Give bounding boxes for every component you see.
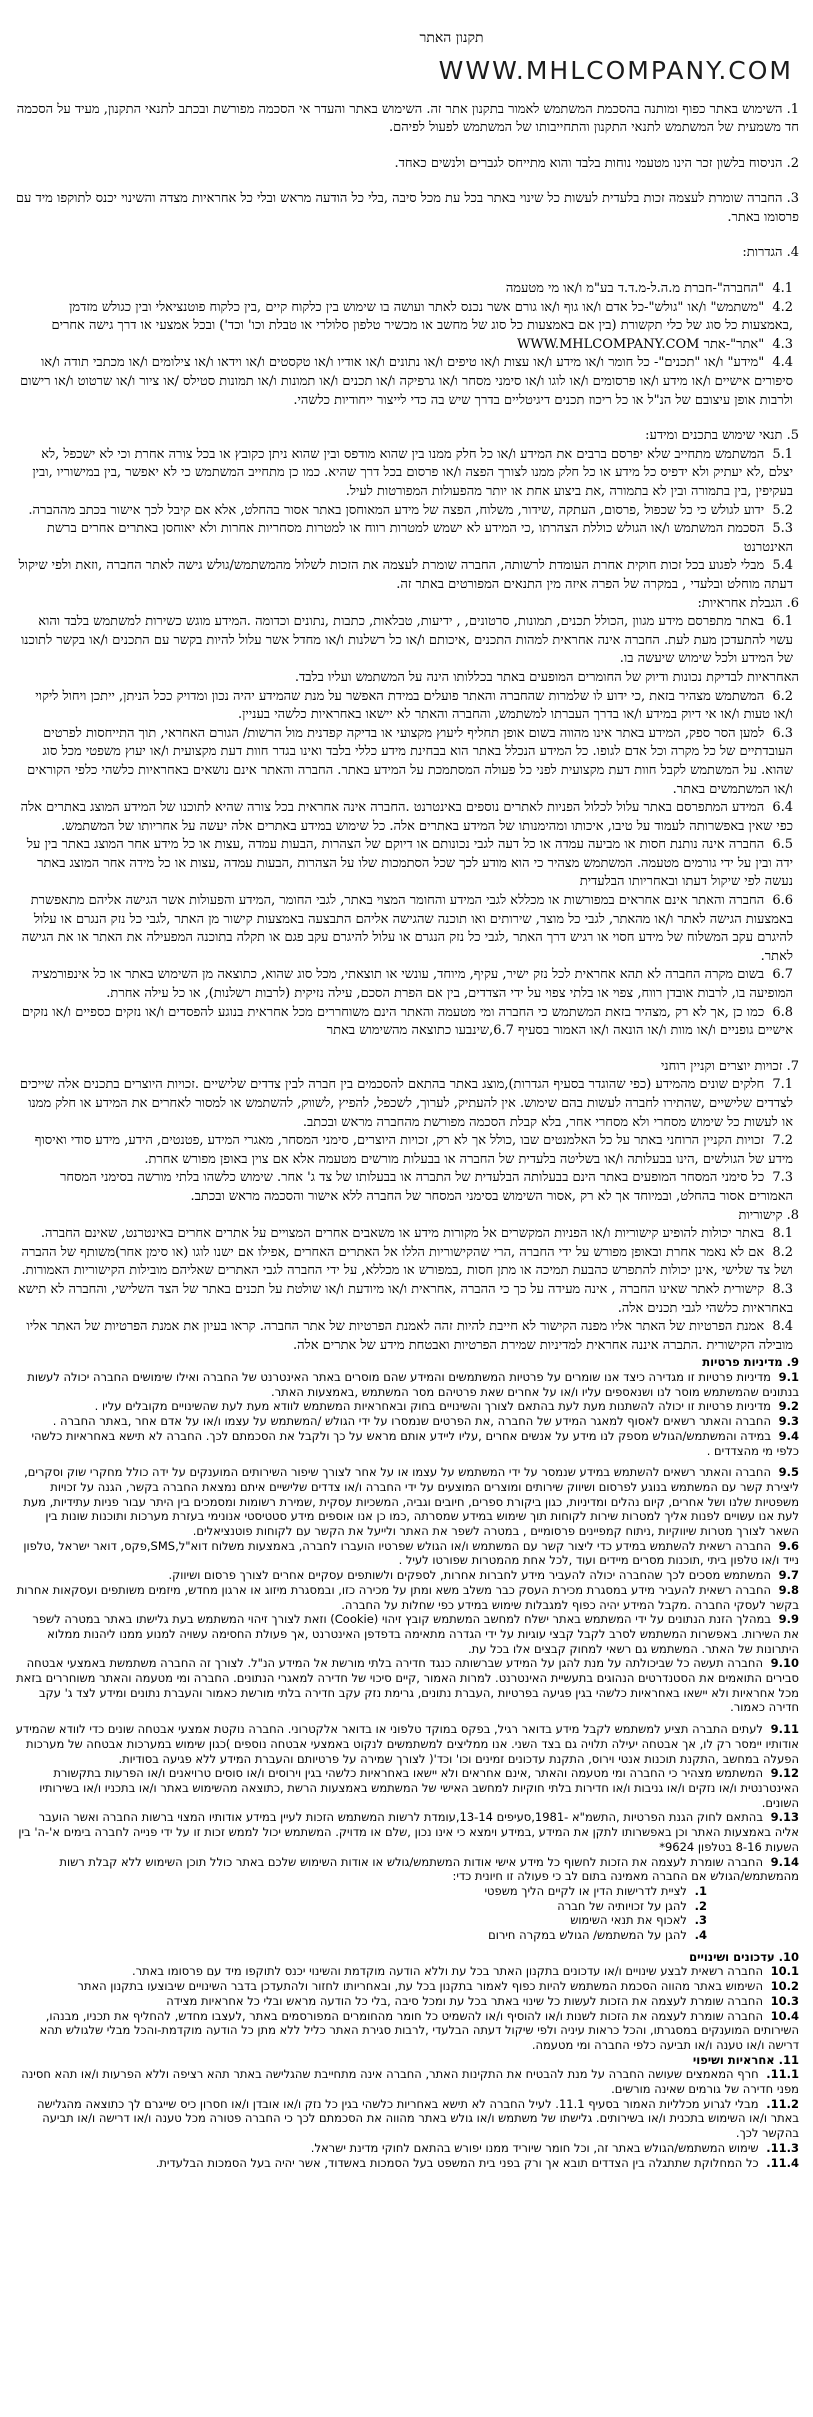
clause: 9.8 החברה רשאית להעביר מידע במסגרת מכירת העסק כבר משלב משא ומתן על מכירה כזו, ובמסגרת מיזוג או ארגון מחדש, מיזמים משותפים ועסקאות אחרות בקשר לעסקי החברה .מקבל המידע יהיה כפוף למגבלות שימוש במידע כפי שחלות על החברה. [16, 1582, 799, 1612]
clause: 9.5 החברה והאתר רשאים להשתמש במידע שנמסר על ידי המשתמש על עצמו או על אחר לצורך שיפור השירותים המוענקים על ידה כולל מחקרי שוק וסקרים, ליצירת קשר עם המשתמש בנוגע לפרסום ושיווק שירותים ומוצרים המוצעים על ידי החברה ו/או צדדים שלישיים איתם נמצאת החברה בקשר, הגנה על זכויות משפטיות שלנו ושל אחרים, קיום נהלים ומדיניות, כגון ביקורת ספרים, חיובים וגביה, המשכיות עסקית ,שמירת רשומות ומסמכים בין היתר עבור פניות עתידיות, מעת לעת אנו עשויים לפנות אליך למטרות שירות לקוחות תוך שימוש במידע שמסרתה ,כמו כן אנו אוספים מידע סטטיסטי אנונימי בעזרת מערכות ותוכנות שונות בין השאר לצורך מטרות שיווקיות ,ניתוח קמפיינים פרסומיים , במטרה לשפר את האתר ולייעל את הקשר עם לקוחות פוטנציאלים. [23, 1465, 799, 1539]
clause-number: 9.2 [778, 1399, 799, 1414]
section-heading: 11. אחראיות ושיפוי [692, 2052, 799, 2067]
clause-number: 4.2 [772, 299, 793, 315]
clause: 7. זכויות יוצרים וקניין רוחני [660, 1058, 799, 1074]
clause-number: 4.1 [772, 281, 793, 297]
list-item: 1. לציית לדרישות הדין או לקיים הליך משפטי [484, 1883, 707, 1898]
clause-number: 4.4 [772, 355, 793, 371]
clause: 6.1 באתר מתפרסם מידע מגוון ,הכולל תכנים, תמונות, סרטונים, , ידיעות, טבלאות, כתבות ,נתונים וכדומה .המידע מוגש כשירות למשתמש בלבד והוא עשוי להתעדכן מעת לעת. החברה אינה אחראית למהות התכנים ,איכותם ו/או כל רשלנות ו/או מחדל אשר עלול להיות בקשר עם התכנים ו/או בקשר לתוכנו של המידע ולכל שימוש שיעשה בו. [20, 614, 793, 667]
clause: 9.2 מדיניות פרטיות זו יכולה להשתנות מעת לעת בהתאם לצורך והשינויים בחוק ובאחראיות המשתמש לוודא מעת לעת שהשינויים מקובלים עליו . [94, 1399, 799, 1414]
clause-number: 9.12 [770, 1766, 799, 1781]
clause: 7.2 זכויות הקניין הרוחני באתר על כל האלמנטים שבו ,כולל אך לא רק, זכויות היוצרים, סימני המסחר, מאגרי המידע ,פטנטים, הידע, מידע סודי ואיסוף מידע של הגולשים ,הינו בבעלותה ו/או בשליטה בלעדית של החברה או בבעלות מורשים מטעמה אלא אם צוין באופן מפורש אחרת. [34, 1133, 793, 1167]
clause-number: 5.1 [772, 446, 793, 462]
clause: 6.6 החברה והאתר אינם אחראים במפורשות או מכללא לגבי המידע והחומר המצוי באתר, לגבי החומר ,המידע והפעולות אשר הגישה אליהם מתאפשרת באמצעות הגישה לאתר ו/או מהאתר, לגבי כל מוצר, שירותים ואו תוכנה שהגישה אליהם התבצעה באמצעות קישור מן האתר ,לגבי כל נזק הנגרם או עלול להיגרם עקב המשלוח של מידע חסוי או רגיש דרך האתר ,לגבי כל נזק הנגרם או עלול להיגרם עקב פגם או תקלה בתוכנה המפעילה את האתר או את הגישה לאתר. [21, 893, 793, 964]
clause-number: 6.2 [772, 688, 793, 704]
clause-number: 10.2 [770, 1979, 799, 1994]
section-heading: 9. מדיניות פרטיות [702, 1355, 799, 1370]
clause: 11.4. כל המחלוקת שתתגלה בין הצדדים תובא אך ורק בפני בית המשפט בעל הסמכות באשדוד, אשר יהיה בעל הסמכות הבלעדית. [155, 2155, 799, 2170]
clause-number: 8.4 [772, 1319, 793, 1335]
clause-number: 7.1 [772, 1077, 793, 1093]
clause: 10.2 השימוש באתר מהווה הסכמת המשתמש להיות כפוף לאמור בתקנון בכל עת, ובאחריותו לחזור ולהתעדכן בדבר השינויים שיבוצעו בתקנון האתר [77, 1979, 799, 1994]
clause: 6.4 המידע המתפרסם באתר עלול לכלול הפניות לאתרים נוספים באינטרנט .החברה אינה אחראית בכל צורה שהיא לתוכנו של המידע המוצג באתרים אלה כפי שאין באפשרותה לעמוד על טיבו, איכותו ומהימנותו של המידע באתרים אלה. כל שימוש במידע באתרים אלה יעשה על אחריותו של המשתמש. [20, 800, 793, 834]
clause-number: 6.4 [772, 800, 793, 816]
clause-number: 4. [694, 1928, 707, 1943]
clause-number: 9.5 [778, 1465, 799, 1480]
clause-number: 5.2 [772, 502, 793, 518]
clause: 10.3 החברה שומרת לעצמה את הזכות לעשות כל שינוי באתר בכל עת ומכל סיבה ,בלי כל הודעה מראש ובלי כל אחראיות מצידה [166, 1993, 799, 2008]
clause-number: 8.2 [772, 1244, 793, 1260]
clause-number: 9.11 [770, 1722, 799, 1737]
clause-number: 6.3 [772, 725, 793, 741]
clause: 9.11 לעתים התברה תציע למשתמש לקבל מידע בדואר רגיל, בפקס במוקד טלפוני או בדואר אלקטרוני. החברה נוקטת אמצעי אבטחה שונים כדי לוודא שהמידע אודותיו יימסר רק לו, אך אבטחה יעילה תלויה גם בצד השני. אנו ממליצים למשתמשים לנקוט באמצעי אבטחה נוספים )כגון שימוש במערכות אבטחה של מערכות הפעלה במחשב ,התקנת תוכנות אנטי וירוס, התקנת עדכונים זמינים וכו' וכד'( לצורך שמירה על פרטיותם והעברת המידע ללא פגיעה בסודיות. [15, 1722, 799, 1766]
clause-number: 11.3. [766, 2140, 799, 2155]
clause-number: 9.3 [778, 1414, 799, 1429]
clause: 9.6 החברה רשאית להשתמש במידע כדי ליצור קשר עם המשתמש ו/או הגולש שפרטיו הועברו לחברה, באמצעות משלוח דוא"ל,SMS,פקס, דואר ישראל ,טלפון נייד ו/או טלפון ביתי ,תוכנות מסרים מיידים ועוד ,לכל אחת מהמטרות שפורטו לעיל . [23, 1538, 799, 1568]
clause-number: 3. [694, 1913, 707, 1928]
clause-number: 6.5 [772, 837, 793, 853]
clause: 8.3 קישורית לאתר שאינו החברה , אינה מעידה על כך כי ההברה ,אחראית ו/או מיודעת ו/או שולטת על תכנים באתר של הצד השלישי, והחברה לא תישא באחראיות כלשהי לגבי תכנים אלה. [18, 1281, 793, 1316]
clause-number: 9.8 [778, 1582, 799, 1597]
clause: 4.4 "מידע" ו/או "תכנים"- כל חומר ו/או מידע ו/או עצות ו/או טיפים ו/או נתונים ו/או אודיו ו/או טקסטים ו/או וידאו ו/או צילומים ו/או מכתבי תודה ו/או סיפורים אישיים ו/או מידע ו/או פרסומים ו/או לוגו ו/או סימני מסחר ו/או גרפיקה ו/או תכנים ו/או תמונות ו/או תמונות סטילס /או ציור ו/או שרטוט ו/או רישום ולרבות אופן עיצובם של הנ"ל או כל ריכוז תכנים דיגיטליים בדרך שיש בה כדי לייצור ייחודיות כלשהי. [20, 355, 793, 408]
clause: 10.4 החברה שומרת לעצמה את הזכות לשנות ו/או להוסיף ו/או להשמיט כל חומר מהחומרים המפורסמים באתר ,לעצבו מחדש, להחליף את תכניו, מבנהו, השירותים המוענקים במסגרתו, והכל כראות עיניה ולפי שיקול דעתה הבלעדי ,לרבות סגירת האתר כליל ללא מתן כל הודעה מוקדמת-והכל מבלי שלגולש תהא דרישה ו/או טענה ו/או תביעה כלפי החברה ומי מטעמה. [39, 2008, 799, 2052]
clause: 9.4 במידה והמשתמש/הגולש מספק לנו מידע על אנשים אחרים ,עליו ליידע אותם מראש על כך ולקבל את הסכמתם לכך. החברה לא תישא באחראיות כלשהי כלפי מי מהצדדים . [31, 1428, 799, 1458]
clause: 6.8 כמו כן ,אך לא רק ,מצהיר בזאת המשתמש כי החברה ומי מטעמה והאתר הינם משוחררים מכל אחראית בנוגע להפסדים ו/או נזקים כספיים ו/או נזקים אישיים גופניים ו/או מוות ו/או הונאה ו/או האמור בסעיף 6.7,שינבעו כתוצאה מהשימוש באתר [21, 1004, 793, 1039]
clause-number: 9.14 [770, 1854, 799, 1869]
clause: 11.2. מבלי לגרוע מכלליות האמור בסעיף 11.1. לעיל החברה לא תישא באחריות כלשהי בגין כל נזק ו/או אובדן ו/או חסרון כיס שייגרם לך כתוצאה מהגלישה באתר ו/או השימוש בתכנית ו/או בשירותים. גלישתו של משתמש ו/או גולש באתר מהווה את הסכמתם לכך כי החברה פטורה מכל טענה ו/או דרישה ו/או תביעה בהקשר לכך. [36, 2096, 799, 2141]
clause: 6.3 למען הסר ספק, המידע באתר אינו מהווה בשום אופן תחליף ליעוץ מקצועי או בדיקה קפדנית מול הרשות/ הגורם האחראי, תוך התייחסות לפרטים העובדתיים של כל מקרה וכל אדם לגופו. כל המידע הנכלל באתר הוא בבחינת מידע כללי בלבד ואינו בגדר חוות דעת מקצועית ו/או יעוץ משפטי מכל סוג שהוא. על המשתמש לקבל חוות דעת מקצועית לפני כל פעולה המסתמכת על המידע באתר. החברה והאתר אינם נושאים באחראיות כלשהי כלפי הקוראים ו/או המשתמשים באתר. [27, 725, 793, 797]
clause-number: 6.1 [772, 614, 793, 630]
clause-number: 11.2. [766, 2096, 799, 2111]
clause-number: 2. [694, 1898, 707, 1913]
clause: 5.4 מבלי לפגוע בכל זכות חוקית אחרת העומדת לרשותה, החברה שומרת לעצמה את הזכות לשלול מהמשתמש/גולש גישה לאתר החברה ,וזאת ולפי שיקול דעתה מוחלט ובלעדי , במקרה של הפרה איזה מין התנאים המפורטים באתר זה. [18, 558, 793, 592]
site-url: WWW.MHLCOMPANY.COM [438, 55, 793, 85]
clause: 10.1 החברה רשאית לבצע שינויים ו/או עדכונים בתקנון האתר בכל עת וללא הודעה מוקדמת והשינוי יכנס לתוקפו מיד עם פרסומו באתר. [131, 1964, 799, 1979]
clause-number: 7.2 [772, 1133, 793, 1149]
clause: 4.1 "החברה"-חברת מ.ה.ל-מ.ד.ד בע"מ ו/או מי מטעמה [505, 281, 793, 297]
clause: 9.13 בהתאם לחוק הגנת הפרטיות ,התשמ"א -1981,סעיפים 13-14,עומדת לרשות המשתמש הזכות לעיין במידע אודותיו המצוי ברשות החברה ואשר הועבר אליה באמצעות האתר וכן באפשרותו לתקן את המידע ,במידע וימצא כי אינו נכון ,שלם או מדויק. המשתמש יכול לממש זכות זו על ידי פנייה לחברה בימים א'-ה' בין השעות 8-16 בטלפון 9624* [18, 1810, 799, 1854]
clause: 9.9 במהלך הזנת הנתונים על ידי המשתמש באתר ישלח למחשב המשתמש קובץ זיהוי (Cookie) וזאת לצורך זיהוי המשתמש בעת גלישתו באתר במטרה לשפר את השירות. באפשרות המשתמש לסרב לקבל קבצי עוגיות על ידי הגדרה מתאימה בדפדפן האינטרנט ,אך פעולת החסימה עשויה למנוע ממנו ליהנות ממלוא היתרונות של האתר. המשתמש גם רשאי למחוק קבצים אלו בכל עת. [32, 1612, 799, 1656]
clause: 7.1 חלקים שונים מהמידע (כפי שהוגדר בסעיף הגדרות),מוצג באתר בהתאם להסכמים בין חברה לבין צדדים שלישיים .זכויות היוצרים בתכנים אלה שייכים לצדדים שלישיים ,שהתירו לחברה לעשות בהם שימוש. אין להעתיק, לערוך, לשכפל, להפיץ ,לשווק, להשתמש או למסור לאחרים את המידע או חלק ממנו או לעשות כל שימוש מסחרי ולא מסחרי אחר, בלא קבלת הסכמה מפורשת מהחברה מראש ובכתב. [19, 1077, 793, 1130]
clause-number: 10.3 [770, 1993, 799, 2008]
clause-number: 9.9 [778, 1612, 799, 1627]
clause-number: 9.1 [778, 1370, 799, 1385]
clause-number: 8.1 [772, 1226, 793, 1242]
clause: 11.1. חרף המאמצים שעושה החברה על מנת להבטיח את התקינות האתר, החברה אינה מתחייבת שהגלישה באתר תהא רציפה וללא הפרעות ו/או תהא חסינה מפני חדירה של גורמים שאינה מורשים. [21, 2067, 799, 2097]
clause-number: 7.3 [772, 1170, 793, 1186]
clause: 6.7 בשום מקרה החברה לא תהא אחראית לכל נזק ישיר, עקיף, מיוחד, עונשי או תוצאתי, מכל סוג שהוא, כתוצאה מן השימוש באתר או כל אינפורמציה המופיעה בו, לרבות אובדן רווח, צפוי או בלתי צפוי על ידי הצדדים, בין אם הפרת הסכם, עילה נזיקית (לרבות רשלנות), או כל עילה אחרת. [31, 967, 793, 1002]
clause-number: 10.4 [770, 2008, 799, 2023]
document-body [14, 101, 799, 2171]
clause-number: 5.4 [772, 558, 793, 574]
list-item: 3. לאכוף את תנאי השימוש [570, 1913, 707, 1928]
clause: 7.3 כל סימני המסחר המופעים באתר הינם בבעלותה הבלעדית של התברה או בבעלותו של צד ג' אחר. שימוש כלשהו בלתי מורשה בסימני המסחר האמורים אסור בהחלט, ובמיוחד אך לא רק ,אסור השימוש בסימני המסחר של החברה ללא אישור והסכמה מראש ובכתב. [60, 1170, 793, 1204]
clause: 6. הגבלת אחראיות: [697, 595, 799, 611]
clause-number: 5.3 [772, 521, 793, 537]
list-item: 2. להגן על זכויותיה של חברה [557, 1898, 707, 1913]
clause: 5.1 המשתמש מתחייב שלא יפרסם ברבים את המידע ו/או כל חלק ממנו בין שהוא מודפס ובין שהוא ניתן כקובץ או בכל צורה אחרת וכי לא ישכפל ,לא יצלם ,לא יעתיק ולא ידפיס כל מידע או כל חלק ממנו לצורך הפצה ו/או פרסום בכל דרך שהיא. כמו כן מתחייב המשתמש כי לא יאפשר ,בין במישוריו ,ובין בעקיפין ,בין בתמורה ובין לא בתמורה ,את ביצוע אחת או יותר מהפעולות המפורטות לעיל. [32, 446, 793, 499]
clause: 9.7 המשתמש מסכים לכך שהחברה יכולה להעביר מידע לחברות אחרות, לספקים ולשותפים עסקיים אחרים לצורך פרסום ושיווק. [168, 1568, 799, 1583]
clause-number: 9.7 [778, 1568, 799, 1583]
clause-number: 9.6 [778, 1538, 799, 1553]
clause: 1. השימוש באתר כפוף ומותנה בהסכמת המשתמש לאמור בתקנון אתר זה. השימוש באתר והעדר אי הסכמה מפורשת ובכתב לתנאי התקנון, מעיד על הסכמה חד משמעית של המשתמש לתנאי התקנון והתחייבותו של המשתמש לפעול לפיהם. [16, 101, 799, 136]
clause: 5. תנאי שימוש בתכנים ומידע: [645, 428, 799, 444]
clause-number: 8.3 [772, 1281, 793, 1297]
clause-number: 11.1. [766, 2067, 799, 2082]
clause-number: 6.8 [772, 1004, 793, 1020]
clause: 9.1 מדיניות פרטיות זו מגדירה כיצד אנו שומרים על פרטיות המשתמשים והמידע שהם מוסרים באתר האינטרנט של החברה ואילו שימושים החברה יכולה לעשות בנתונים שהמשתמש מוסר לנו ושנאספים עליו ו/או על אחרים שאת פרטיהם מסר המשתמש ,באמצעות האתר. [27, 1370, 799, 1399]
clause: 4.3 "אתר"-אתר WWW.MHLCOMPANY.COM [517, 336, 793, 352]
clause-number: 9.10 [770, 1656, 799, 1671]
clause-number: 4.3 [772, 336, 793, 352]
clause: 2. הניסוח בלשון זכר הינו מטעמי נוחות בלבד והוא מתייחס לגברים ולנשים כאחד. [394, 155, 799, 171]
clause: 8.4 אמנת הפרטיות של האתר אליו מפנה הקישור לא חייבת להיות זהה לאמנת הפרטיות של אתר החברה. קראו בעיון את אמנת הפרטיות של האתר אליו מובילה הקישורית .התברה איננה אחראית למדיניות שמירת הפרטיות ואבטחת מידע של אתרים אלה. [26, 1319, 793, 1353]
clause: 8. קישוריות [738, 1207, 799, 1223]
clause: 8.1 באתר יכולות להופיע קישוריות ו/או הפניות המקשרים אל מקורות מידע או משאבים אחרים המצויים על אתרים אחרים באינטרנט, שאינם החברה. [40, 1226, 793, 1242]
clause: 5.3 הסכמת המשתמש ו/או הגולש כוללת הצהרתו ,כי המידע לא ישמש למטרות רווח או למטרות מסחריות אחרות ולא יאוחסן באתרים אחרים ברשת האינטרנט [46, 521, 793, 555]
clause-number: 10.1 [770, 1964, 799, 1979]
list-item: 4. להגן על המשתמש/ הגולש במקרה חירום [488, 1928, 707, 1943]
clause-number: 9.4 [778, 1428, 799, 1443]
clause-number: 6.6 [772, 893, 793, 909]
clause-number: 6.7 [772, 967, 793, 983]
clause: 8.2 אם לא נאמר אחרת ובאופן מפורש על ידי החברה ,הרי שהקישוריות הללו אל האתרים האחרים ,אפילו אם ישנו לוגו (או סימן אחר)משותף של ההברה ושל צד שלישי ,אינן יכולות להתפרש כהבעת תמיכה או מתן חסות ,במפורש או מכללא, על ידי החברה לגבי האתרים שאליהם מובילות הקישוריות האמורות. [21, 1244, 793, 1279]
clause-number: 1. [694, 1883, 707, 1898]
clause-number: 11.4. [766, 2155, 799, 2170]
clause: 9.10 החברה תעשה כל שביכולתה על מנת להגן על המידע שברשותה כנגד חדירה בלתי מורשת אל המידע הנ"ל. לצורך זה החברה משתמשת באמצעי אבטחה סבירים התואמים את הסטנדרטים הנהוגים בתעשיית האינטרנט. למרות האמור ,קיים סיכוי של חדירה למאגרי הנתונים. החברה ומי מטעמה והאתר משוחררים בזאת מכל אחראיות ולא יישאו באחראיות כלשהי בגין פגיעה בפרטיות ,העברת נתונים, גרימת נזק עקב חדירה בלתי מורשת כאמור והעברת נתונים ומידע לצד ג' עקב חדירה כאמור. [16, 1656, 799, 1715]
clause: 9.14 החברה שומרת לעצמה את הזכות לחשוף כל מידע אישי אודות המשתמש/גולש או אודות השימוש שלכם באתר כולל תוכן השימוש ללא קבלת רשות מהמשתמש/הגולש אם החברה מאמינה בתום לב כי פעולה זו חיונית כדי: [59, 1854, 799, 1884]
clause: 9.3 החברה והאתר רשאים לאסוף למאגר המידע של החברה ,את הפרטים שנמסרו על ידי הגולש /המשתמש על עצמו ו/או על אדם אחר ,באתר החברה . [52, 1414, 799, 1429]
clause: 6.5 החברה אינה נותנת חסות או מביעה עמדה או כל דעה לגבי נכונותם או דיוקם של הצהרות ,הבעות עמדה ,עצות או כל מידע אחר המוצג באתר בין על ידה ובין על ידי גורמים מטעמה. המשתמש מצהיר כי הוא מודע לכך שכל הסתמכות שלו על הצהרות ,הבעות עמדה ,עצות או כל מידה אחר המוצג באתר נעשה לפי שיקול דעתו ובאחריותו הבלעדית [26, 837, 793, 890]
page-title: תקנון האתר [419, 30, 484, 46]
clause: האחראיות לבדיקת נכונות ודיוק של החומרים המופעים באתר בכללותו הינה על המשתמש ועליו בלבד. [294, 669, 799, 685]
clause: 4. הגדרות: [742, 245, 799, 261]
clause: 11.3. שימוש המשתמש/הגולש באתר זה, וכל חומר שיוריד ממנו יפורש בהתאם לחוקי מדינת ישראל. [310, 2140, 799, 2155]
clause: 9.12 המשתמש מצהיר כי החברה ומי מטעמה והאתר ,אינם אחראים ולא יישאו באחראיות כלשהי בגין וירוסים ו/או סוסים טרויאנים ו/או הפרעות בתקשורת האינטרנטית ו/או נזקים ו/או גניבות ו/או חדירות בלתי חוקיות למחשב האישי של המשתמש באמצעות הרשת ,כתוצאה מהשימוש באתר ו/או בתכניו ו/או בשירותיו השונים. [39, 1766, 799, 1810]
clause: 5.2 ידוע לגולש כי כל שכפול ,פרסום, העתקה ,שידור, משלוח, הפצה של מידע המאוחסן באתר אסור בהחלט, אלא אם קיבל לכך אישור בכתב מההברה. [28, 502, 793, 518]
clause: 4.2 "משתמש" ו/או "גולש"-כל אדם ו/או גוף ו/או גורם אשר נכנס לאתר ועושה בו שימוש בין כלקוח קיים ,בין כלקוח פוטנציאלי ובין כגולש מזדמן ,באמצעות כל סוג של כלי תקשורת (בין אם באמצעות כל סוג של מחשב או מכשיר טלפון סלולרי או טבלת וכו' וכד') ובכל אמצעי או דרך גישה אחרים [51, 299, 793, 334]
clause: 3. החברה שומרת לעצמה זכות בלעדית לעשות כל שינוי באתר בכל עת מכל סיבה ,בלי כל הודעה מראש ובלי כל אחראיות מצדה והשינוי יכנס לתוקפו מיד עם פרסומו באתר. [15, 191, 799, 225]
clause: 6.2 המשתמש מצהיר בזאת ,כי ידוע לו שלמרות שהחברה והאתר פועלים במידת האפשר על מנת שהמידע יהיה נכון ומדויק ככל הניתן, ייתכן ויחול ליקוי ו/או טעות ו/או אי דיוק במידע ו/או בדרך העברתו למשתמש, והחברה והאתר לא יישאו באחראיות כלשהי בעניין. [35, 688, 793, 723]
section-heading: 10. עדכונים ושינויים [689, 1949, 799, 1964]
clause-number: 9.13 [770, 1810, 799, 1825]
